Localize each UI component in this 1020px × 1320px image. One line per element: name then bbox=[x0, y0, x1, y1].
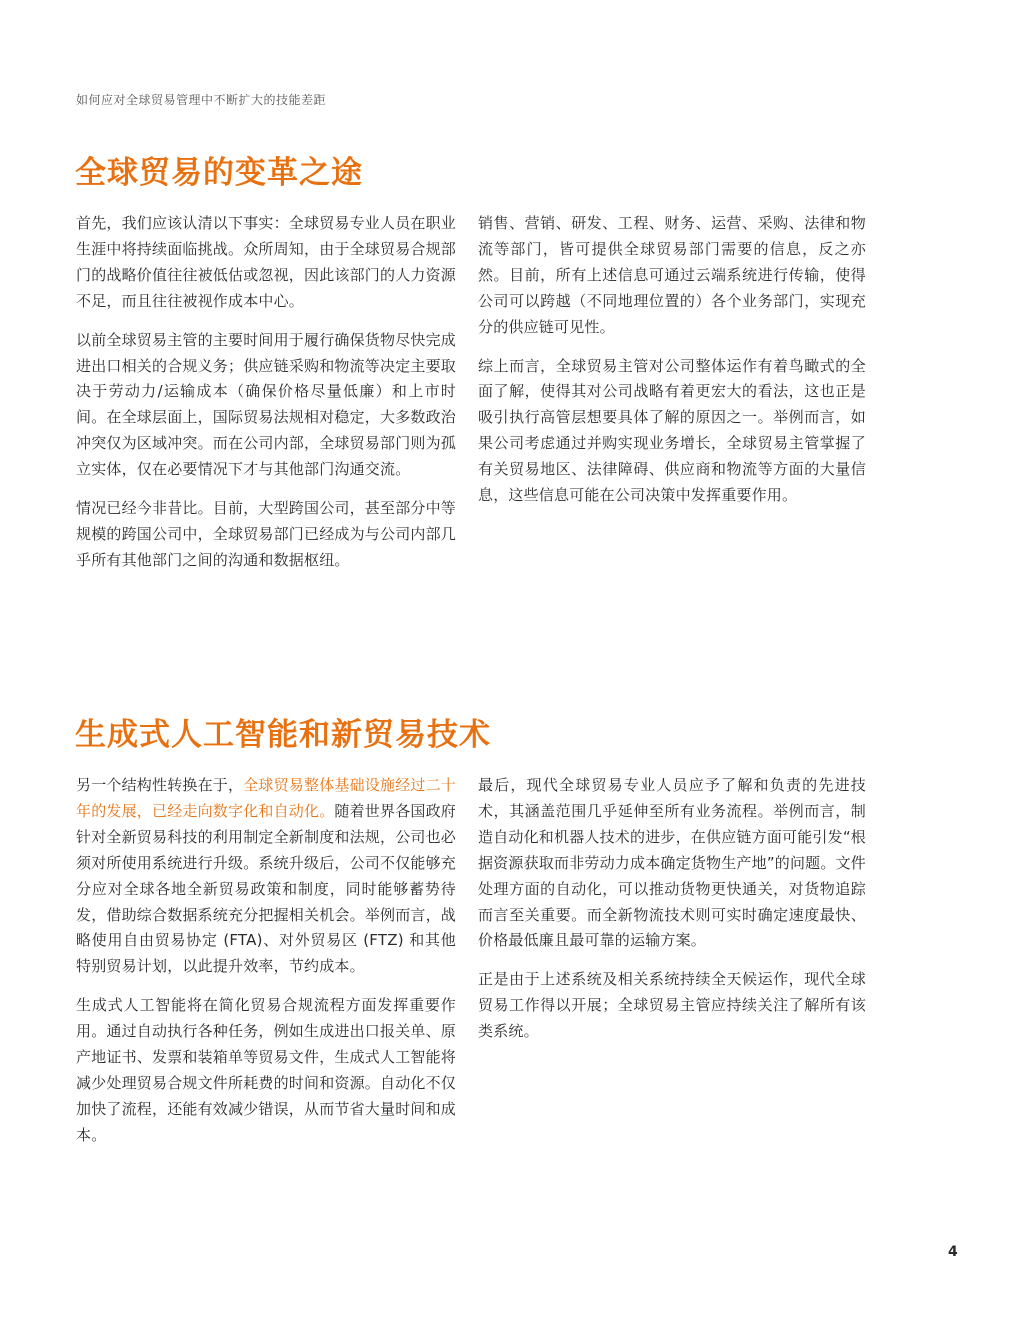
section2-left-column bbox=[76, 773, 456, 1162]
page-number: 4 bbox=[948, 1244, 958, 1260]
section-title-genai: 生成式人工智能和新贸易技术 bbox=[75, 717, 491, 753]
section2-right-column bbox=[478, 773, 866, 1058]
paragraph: 首先，我们应该认清以下事实：全球贸易专业人员在职业生涯中将持续面临挑战。众所周知，由于全球贸易合规部门的战略价值往往被低估或忽视，因此该部门的人力资源不足，而且往往被视作成本中心。 bbox=[76, 214, 457, 310]
paragraph: 以前全球贸易主管的主要时间用于履行确保货物尽快完成进出口相关的合规义务；供应链采购和物流等决定主要取决于劳动力/运输成本（确保价格尽量低廉）和上市时间。在全球层面上，国际贸易法规相对稳定，大多数政治冲突仅为区域冲突。而在公司内部，全球贸易部门则为孤立实体，仅在必要情况下才与其他部门沟通交流。 bbox=[76, 330, 457, 479]
paragraph: 情况已经今非昔比。目前，大型跨国公司，甚至部分中等规模的跨国公司中，全球贸易部门已经成为与公司内部几乎所有其他部门之间的沟通和数据枢纽。 bbox=[76, 499, 457, 569]
running-header: 如何应对全球贸易管理中不断扩大的技能差距 bbox=[76, 93, 327, 107]
section-title-transformation: 全球贸易的变革之途 bbox=[75, 155, 363, 191]
paragraph: 销售、营销、研发、工程、财务、运营、采购、法律和物流等部门，皆可提供全球贸易部门需要的信息，反之亦然。目前，所有上述信息可通过云端系统进行传输，使得公司可以跨越（不同地理位置的）各个业务部门，实现充分的供应链可见性。 bbox=[478, 214, 866, 336]
paragraph bbox=[76, 773, 456, 980]
paragraph-text: 随着世界各国政府针对全新贸易科技的利用制定全新制度和法规，公司也必须对所使用系统进行升级。系统升级后，公司不仅能够充分应对全球各地全新贸易政策和制度，同时能够蓄势待发，借助综合数据系统充分把握相关机会。举例而言，战略使用自由贸易协定 (FTA)、对外贸易区 (FTZ) 和其他特别贸易计划，以此提升效率，节约成本。 bbox=[76, 801, 457, 976]
paragraph: 正是由于上述系统及相关系统持续全天候运作，现代全球贸易工作得以开展；全球贸易主管应持续关注了解所有该类系统。 bbox=[478, 970, 866, 1041]
highlighted-text: 全球贸易整体基础设施经过二十年的发展，已经走向数字化和自动化。 bbox=[76, 776, 457, 820]
paragraph: 综上而言，全球贸易主管对公司整体运作有着鸟瞰式的全面了解，使得其对公司战略有着更宏大的看法，这也正是吸引执行高管层想要具体了解的原因之一。举例而言，如果公司考虑通过并购实现业务增长，全球贸易主管掌握了有关贸易地区、法律障碍、供应商和物流等方面的大量信息，这些信息可能在公司决策中发挥重要作用。 bbox=[478, 356, 866, 505]
section1-left-column bbox=[76, 211, 456, 587]
paragraph: 最后，现代全球贸易专业人员应予了解和负责的先进技术，其涵盖范围几乎延伸至所有业务流程。举例而言，制造自动化和机器人技术的进步，在供应链方面可能引发“根据资源获取而非劳动力成本确定货物生产地”的问题。文件处理方面的自动化，可以推动货物更快通关，对货物追踪而言至关重要。而全新物流技术则可实时确定速度最快、价格最低廉且最可靠的运输方案。 bbox=[478, 776, 866, 950]
section1-right-column bbox=[478, 211, 866, 522]
paragraph: 生成式人工智能将在简化贸易合规流程方面发挥重要作用。通过自动执行各种任务，例如生成进出口报关单、原产地证书、发票和装箱单等贸易文件，生成式人工智能将减少处理贸易合规文件所耗费的时间和资源。自动化不仅加快了流程，还能有效减少错误，从而节省大量时间和成本。 bbox=[76, 996, 457, 1144]
paragraph-text: 另一个结构性转换在于， bbox=[76, 776, 244, 794]
